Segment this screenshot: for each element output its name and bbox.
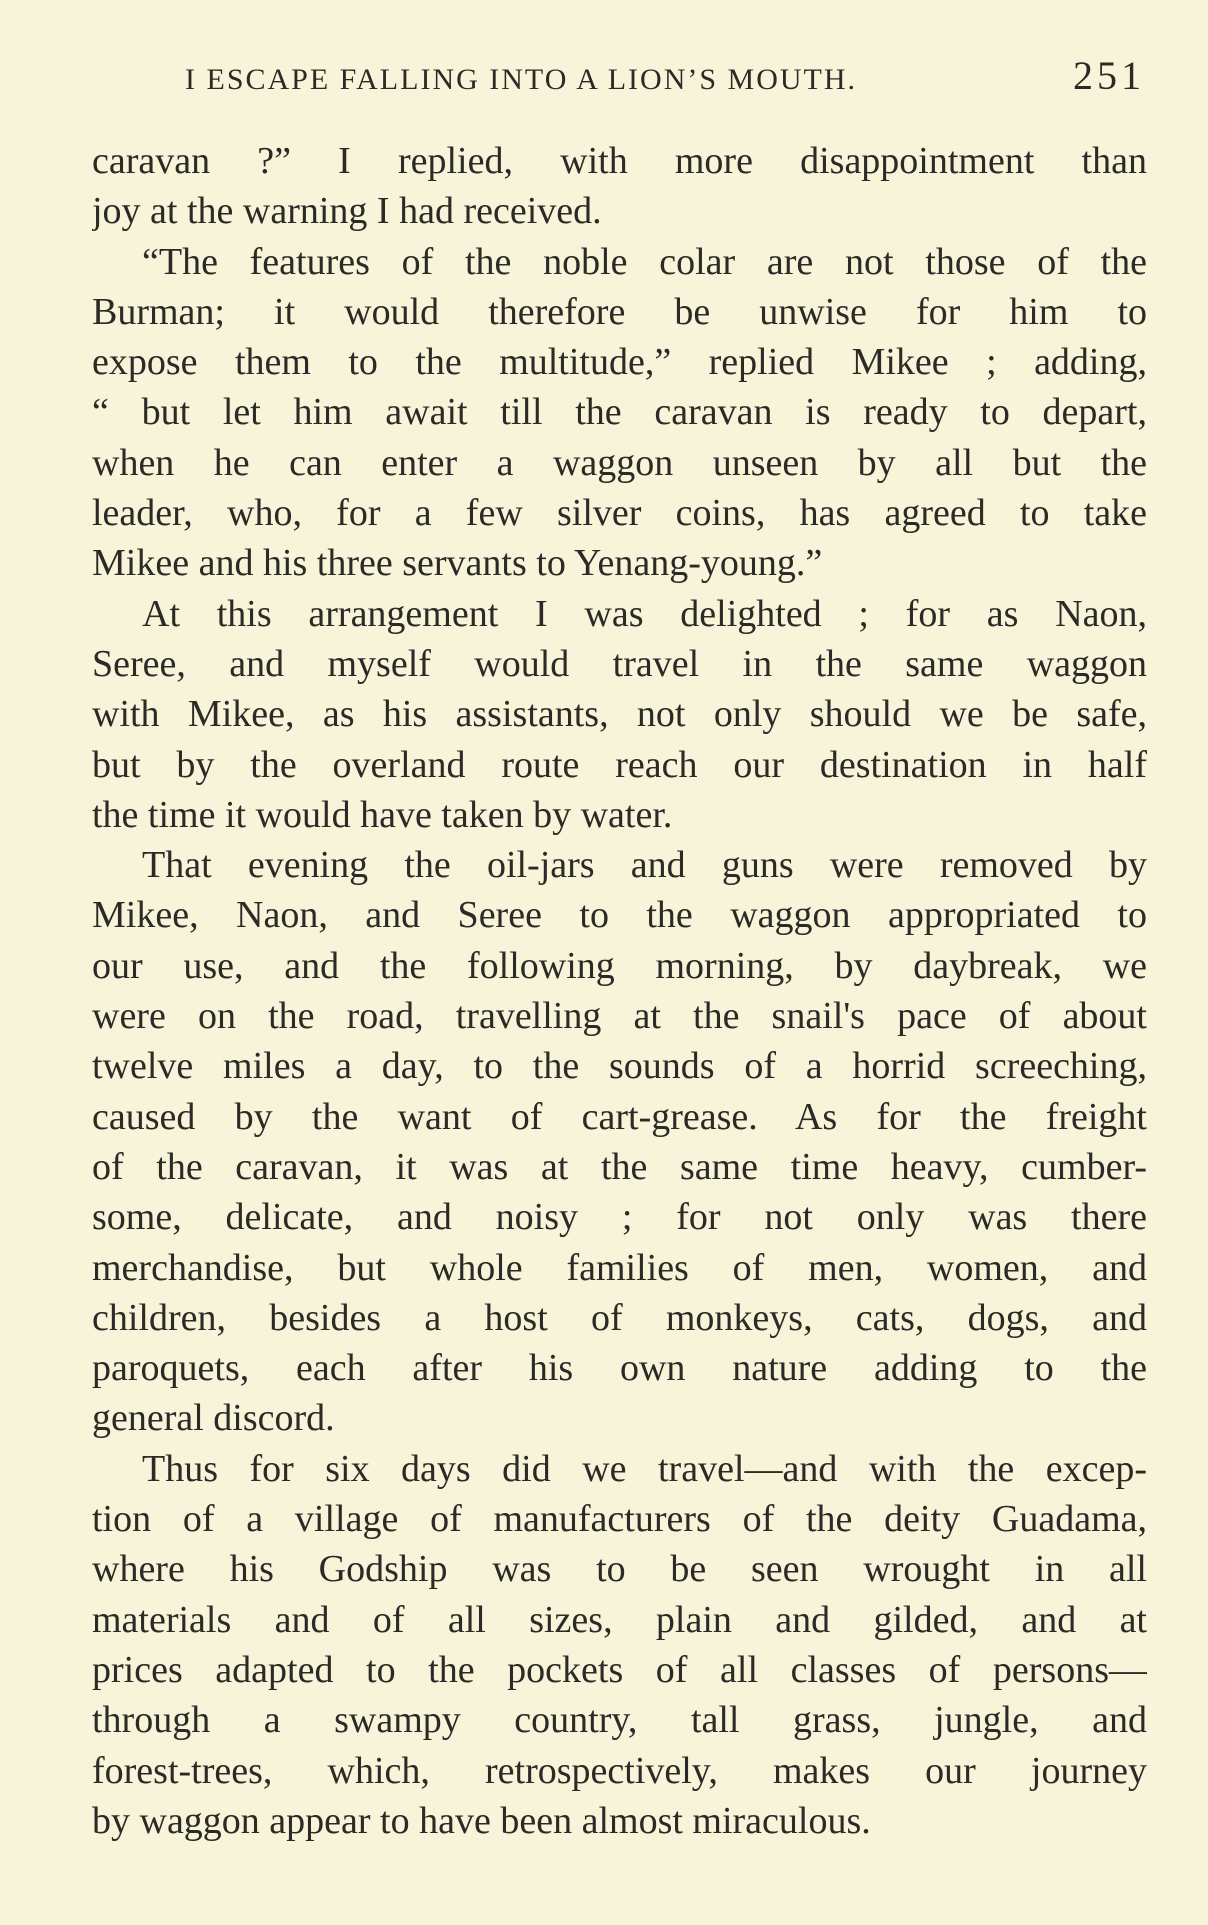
text-line: Burman; it would therefore be unwise for him to [92,290,1147,333]
text-line: tion of a village of manufacturers of the deity Guadama, [92,1498,1147,1541]
text-line: At this arrangement I was delighted ; for as Naon, [142,592,1147,635]
text-line: where his Godship was to be seen wrought in all [92,1548,1147,1591]
text-line: were on the road, travelling at the snail's pace of about [92,995,1147,1038]
text-line: the time it would have taken by water. [92,793,673,836]
text-line: paroquets, each after his own nature adding to the [92,1347,1147,1390]
text-line: forest-trees, which, retrospectively, makes our journey [92,1749,1147,1792]
text-line: children, besides a host of monkeys, cats, dogs, and [92,1296,1147,1339]
text-line: Mikee, Naon, and Seree to the waggon appropriated to [92,894,1147,937]
text-line: merchandise, but whole families of men, women, and [92,1246,1147,1289]
text-line: joy at the warning I had received. [92,190,602,233]
text-line: prices adapted to the pockets of all classes of persons— [92,1648,1147,1691]
body-text [92,136,1147,1846]
text-line: “ but let him await till the caravan is ready to depart, [92,391,1147,434]
text-line: “The features of the noble colar are not those of the [142,240,1147,283]
text-line: That evening the oil-jars and guns were removed by [142,844,1147,887]
text-line: but by the overland route reach our destination in half [92,743,1147,786]
text-line: Seree, and myself would travel in the same waggon [92,642,1147,685]
running-header [185,52,1145,102]
page-number: 251 [1073,53,1145,98]
text-line: Mikee and his three servants to Yenang-young.” [92,542,823,585]
chapter-title: I ESCAPE FALLING INTO A LION’S MOUTH. [185,63,858,96]
text-line: caravan ?” I replied, with more disappointment than [92,140,1147,182]
text-line: caused by the want of cart-grease. As for the freight [92,1095,1147,1138]
text-line: leader, who, for a few silver coins, has agreed to take [92,492,1147,535]
text-line: Thus for six days did we travel—and with the excep- [142,1447,1147,1490]
text-line: general discord. [92,1397,335,1440]
text-line: with Mikee, as his assistants, not only should we be safe, [92,693,1147,736]
text-line: of the caravan, it was at the same time heavy, cumber- [92,1145,1147,1188]
text-line: our use, and the following morning, by daybreak, we [92,944,1147,987]
text-line: materials and of all sizes, plain and gilded, and at [92,1598,1147,1641]
text-line: expose them to the multitude,” replied Mikee ; adding, [92,341,1147,384]
text-line: by waggon appear to have been almost miraculous. [92,1799,871,1842]
text-line: twelve miles a day, to the sounds of a horrid screeching, [92,1045,1147,1088]
text-line: some, delicate, and noisy ; for not only was there [92,1196,1147,1239]
text-line: through a swampy country, tall grass, jungle, and [92,1699,1147,1742]
text-line: when he can enter a waggon unseen by all but the [92,441,1147,484]
